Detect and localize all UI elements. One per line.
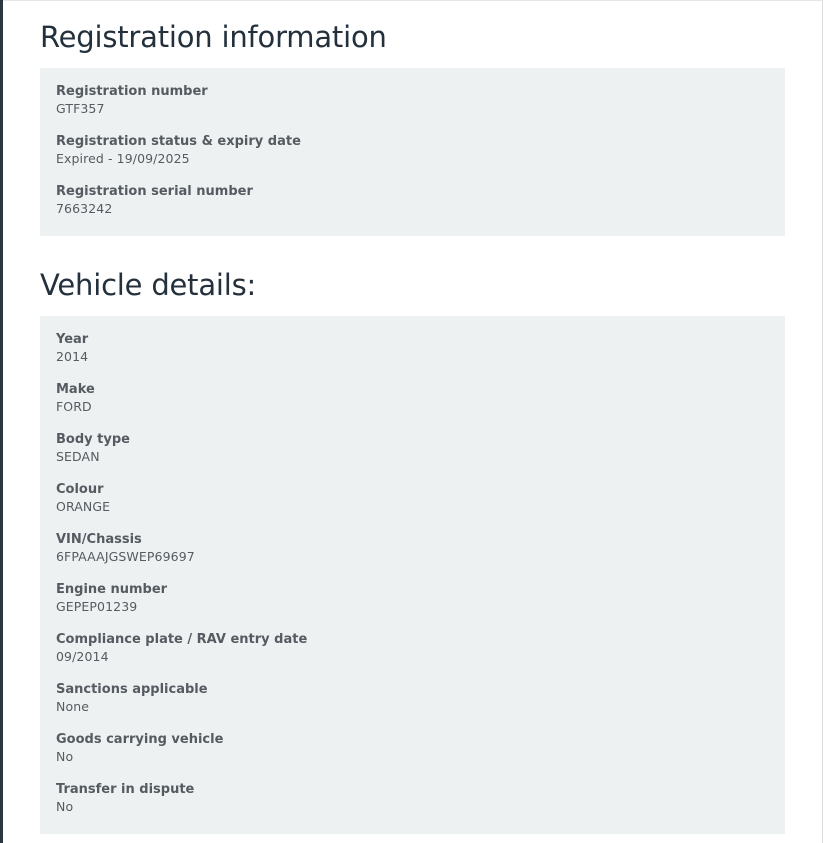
field-value: 09/2014 — [56, 649, 109, 664]
field-value: SEDAN — [56, 449, 100, 464]
content-container — [40, 0, 785, 834]
field-label: Goods carrying vehicle — [56, 732, 224, 747]
field-label: Compliance plate / RAV entry date — [56, 632, 308, 647]
field-colour — [56, 482, 769, 532]
left-accent-bar — [0, 0, 3, 843]
field-value: No — [56, 799, 74, 814]
field-value: GTF357 — [56, 101, 105, 116]
field-label: Registration serial number — [56, 184, 253, 199]
field-label: Transfer in dispute — [56, 782, 195, 797]
field-value: ORANGE — [56, 499, 111, 514]
field-value: 7663242 — [56, 201, 113, 216]
field-body-type — [56, 432, 769, 482]
field-label: Colour — [56, 482, 104, 497]
field-transfer-dispute — [56, 782, 769, 832]
field-value: Expired - 19/09/2025 — [56, 151, 190, 166]
field-registration-status — [56, 134, 769, 184]
field-value: None — [56, 699, 90, 714]
field-value: GEPEP01239 — [56, 599, 138, 614]
field-year — [56, 332, 769, 382]
field-compliance-plate — [56, 632, 769, 682]
field-value: 6FPAAAJGSWEP69697 — [56, 549, 195, 564]
field-label: VIN/Chassis — [56, 532, 142, 547]
field-goods-carrying — [56, 732, 769, 782]
field-label: Make — [56, 382, 95, 397]
field-label: Body type — [56, 432, 130, 447]
field-value: 2014 — [56, 349, 89, 364]
field-registration-serial — [56, 184, 769, 234]
field-engine-number — [56, 582, 769, 632]
registration-title: Registration information — [40, 20, 387, 54]
field-label: Engine number — [56, 582, 168, 597]
field-make — [56, 382, 769, 432]
field-label: Year — [56, 332, 89, 347]
vehicle-details-title: Vehicle details: — [40, 268, 257, 302]
field-label: Registration number — [56, 84, 208, 99]
vehicle-details-panel — [40, 316, 785, 834]
field-registration-number — [56, 84, 769, 134]
field-sanctions — [56, 682, 769, 732]
field-vin-chassis — [56, 532, 769, 582]
field-value: FORD — [56, 399, 92, 414]
registration-panel — [40, 68, 785, 236]
field-label: Sanctions applicable — [56, 682, 208, 697]
field-value: No — [56, 749, 74, 764]
field-label: Registration status & expiry date — [56, 134, 301, 149]
